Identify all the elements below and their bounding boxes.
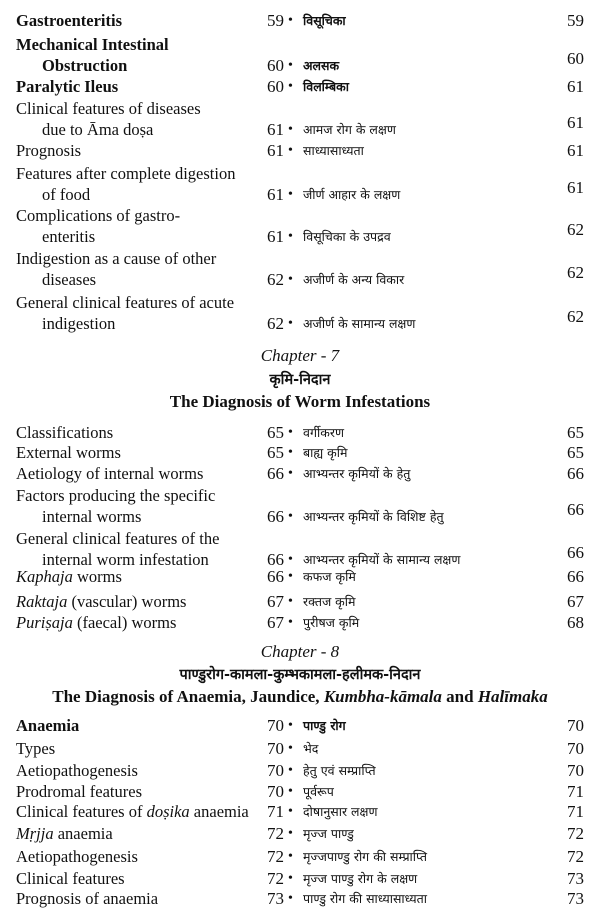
bullet-icon: • xyxy=(288,316,293,331)
bullet-icon: • xyxy=(288,804,293,819)
entry-title xyxy=(16,868,125,889)
hindi-page-number: 68 xyxy=(567,613,584,632)
entry-title-line: Prognosis xyxy=(16,141,82,160)
entry-title-line: Aetiology of internal worms xyxy=(16,464,204,483)
chapter-hindi-title: कृमि-निदान xyxy=(269,372,331,388)
bullet-icon: • xyxy=(288,784,293,799)
english-page-number: 72 xyxy=(267,847,284,866)
hindi-title: वर्गीकरण xyxy=(303,425,344,440)
hindi-title: हेतु एवं सम्प्राप्ति xyxy=(303,763,376,778)
entry-title-line: Classifications xyxy=(16,423,114,442)
entry-title-text: (faecal) worms xyxy=(72,613,177,632)
entry-title-line: Aetiopathogenesis xyxy=(16,847,138,866)
english-page-number: 60 xyxy=(267,56,284,75)
entry-title-line: Types xyxy=(16,739,56,758)
entry-title xyxy=(16,781,142,802)
entry-title-italic: Kaphaja xyxy=(16,567,73,586)
english-page-number: 70 xyxy=(267,716,284,735)
english-page-number: 66 xyxy=(267,507,284,526)
chapter-english-title-part: The Diagnosis of Anaemia, Jaundice, xyxy=(52,687,324,706)
hindi-title: अलसक xyxy=(303,58,340,73)
entry-title-text: (vascular) worms xyxy=(67,592,187,611)
hindi-page-number: 59 xyxy=(567,11,584,30)
entry-title xyxy=(16,528,219,570)
hindi-page-number: 66 xyxy=(567,464,584,483)
bullet-icon: • xyxy=(288,849,293,864)
english-page-number: 65 xyxy=(267,443,284,462)
english-page-number: 59 xyxy=(267,11,284,30)
hindi-page-number: 73 xyxy=(567,869,584,888)
hindi-page-number: 71 xyxy=(567,802,584,821)
hindi-page-number: 62 xyxy=(567,220,584,239)
entry-title xyxy=(16,823,113,844)
hindi-title: अजीर्ण के अन्य विकार xyxy=(303,272,405,287)
entry-title xyxy=(16,248,216,290)
hindi-page-number: 73 xyxy=(567,889,584,908)
entry-title xyxy=(16,205,180,247)
entry-title-text: Clinical features of xyxy=(16,802,147,821)
entry-title-continuation: indigestion xyxy=(42,314,116,333)
entry-title xyxy=(16,442,121,463)
english-page-number: 70 xyxy=(267,739,284,758)
entry-title xyxy=(16,738,55,759)
english-page-number: 61 xyxy=(267,227,284,246)
hindi-title: आमज रोग के लक्षण xyxy=(303,122,396,137)
entry-title xyxy=(16,801,249,822)
bullet-icon: • xyxy=(288,122,293,137)
hindi-page-number: 67 xyxy=(567,592,584,611)
hindi-page-number: 66 xyxy=(567,567,584,586)
english-page-number: 67 xyxy=(267,613,284,632)
english-page-number: 73 xyxy=(267,889,284,908)
bullet-icon: • xyxy=(288,552,293,567)
hindi-title: कफज कृमि xyxy=(303,569,356,584)
bullet-icon: • xyxy=(288,58,293,73)
hindi-page-number: 71 xyxy=(567,782,584,801)
hindi-page-number: 66 xyxy=(567,500,584,519)
entry-title-continuation: enteritis xyxy=(42,227,96,246)
bullet-icon: • xyxy=(288,718,293,733)
hindi-page-number: 72 xyxy=(567,824,584,843)
entry-title-line: Prognosis of anaemia xyxy=(16,889,159,908)
hindi-title: आभ्यन्तर कृमियों के हेतु xyxy=(303,466,411,481)
hindi-title: पुरीषज कृमि xyxy=(303,615,360,630)
entry-title-italic: Puriṣaja xyxy=(16,613,73,632)
english-page-number: 65 xyxy=(267,423,284,442)
hindi-title: मृज्ज पाण्डु रोग के लक्षण xyxy=(303,871,418,886)
entry-title xyxy=(16,715,79,736)
entry-title-line: Anaemia xyxy=(16,716,80,735)
english-page-number: 67 xyxy=(267,592,284,611)
hindi-page-number: 70 xyxy=(567,716,584,735)
entry-title xyxy=(16,566,122,587)
bullet-icon: • xyxy=(288,13,293,28)
bullet-icon: • xyxy=(288,466,293,481)
entry-title-continuation: due to Āma doṣa xyxy=(42,120,154,139)
bullet-icon: • xyxy=(288,569,293,584)
hindi-title: साध्यासाध्यता xyxy=(303,143,364,158)
entry-title-line: Clinical features of diseases xyxy=(16,99,201,118)
hindi-title: पूर्वरूप xyxy=(303,784,334,799)
hindi-title: आभ्यन्तर कृमियों के विशिष्ट हेतु xyxy=(303,509,444,524)
bullet-icon: • xyxy=(288,741,293,756)
english-page-number: 66 xyxy=(267,464,284,483)
entry-title-line: Prodromal features xyxy=(16,782,142,801)
bullet-icon: • xyxy=(288,891,293,906)
english-page-number: 60 xyxy=(267,77,284,96)
entry-title xyxy=(16,140,81,161)
hindi-title: अजीर्ण के सामान्य लक्षण xyxy=(303,316,416,331)
entry-title-line: General clinical features of acute xyxy=(16,293,235,312)
english-page-number: 66 xyxy=(267,550,284,569)
entry-title-italic: Raktaja xyxy=(16,592,68,611)
english-page-number: 61 xyxy=(267,120,284,139)
hindi-page-number: 70 xyxy=(567,739,584,758)
hindi-title: रक्तज कृमि xyxy=(303,594,356,609)
hindi-title: मृज्जपाण्डु रोग की सम्प्राप्ति xyxy=(303,849,428,864)
hindi-page-number: 65 xyxy=(567,423,584,442)
bullet-icon: • xyxy=(288,594,293,609)
bullet-icon: • xyxy=(288,229,293,244)
entry-title-line: Gastroenteritis xyxy=(16,11,123,30)
bullet-icon: • xyxy=(288,509,293,524)
english-page-number: 72 xyxy=(267,824,284,843)
entry-title-line: Indigestion as a cause of other xyxy=(16,249,217,268)
hindi-title: विसूचिका के उपद्रव xyxy=(303,229,391,244)
chapter-english-title xyxy=(0,687,600,707)
entry-title-line: Aetiopathogenesis xyxy=(16,761,138,780)
entry-title xyxy=(16,34,169,76)
bullet-icon: • xyxy=(288,826,293,841)
hindi-page-number: 62 xyxy=(567,307,584,326)
entry-title xyxy=(16,463,203,484)
entry-title-line: Complications of gastro- xyxy=(16,206,181,225)
entry-title xyxy=(16,292,234,334)
english-page-number: 66 xyxy=(267,567,284,586)
chapter-hindi-title: पाण्डुरोग-कामला-कुम्भकामला-हलीमक-निदान xyxy=(179,667,421,683)
chapter-english-title-part: Kumbha-kāmala xyxy=(323,687,442,706)
hindi-title: आभ्यन्तर कृमियों के सामान्य लक्षण xyxy=(303,552,461,567)
entry-title-text: worms xyxy=(72,567,122,586)
english-page-number: 62 xyxy=(267,270,284,289)
hindi-page-number: 70 xyxy=(567,761,584,780)
hindi-page-number: 61 xyxy=(567,141,584,160)
entry-title-line: Mechanical Intestinal xyxy=(16,35,169,54)
hindi-title: विसूचिका xyxy=(303,13,346,28)
english-page-number: 72 xyxy=(267,869,284,888)
hindi-title: पाण्डु रोग की साध्यासाध्यता xyxy=(303,891,427,906)
chapter-english-title-part: and xyxy=(441,687,478,706)
bullet-icon: • xyxy=(288,763,293,778)
entry-title-line: Paralytic Ileus xyxy=(16,77,119,96)
bullet-icon: • xyxy=(288,187,293,202)
entry-title xyxy=(16,888,158,909)
entry-title xyxy=(16,591,186,612)
english-page-number: 70 xyxy=(267,782,284,801)
bullet-icon: • xyxy=(288,272,293,287)
entry-title xyxy=(16,760,138,781)
hindi-page-number: 61 xyxy=(567,113,584,132)
hindi-page-number: 65 xyxy=(567,443,584,462)
hindi-page-number: 60 xyxy=(567,49,584,68)
english-page-number: 61 xyxy=(267,185,284,204)
hindi-page-number: 61 xyxy=(567,178,584,197)
hindi-title: भेद xyxy=(303,741,319,756)
english-page-number: 71 xyxy=(267,802,284,821)
entry-title xyxy=(16,612,176,633)
entry-title-text: anaemia xyxy=(53,824,113,843)
entry-title-line: Clinical features xyxy=(16,869,125,888)
bullet-icon: • xyxy=(288,143,293,158)
hindi-page-number: 62 xyxy=(567,263,584,282)
bullet-icon: • xyxy=(288,445,293,460)
hindi-title: विलम्बिका xyxy=(303,79,349,94)
hindi-page-number: 61 xyxy=(567,77,584,96)
entry-title-italic: Mṛjja xyxy=(16,824,54,843)
entry-title xyxy=(16,422,113,443)
entry-title xyxy=(16,846,138,867)
entry-title-line: General clinical features of the xyxy=(16,529,220,548)
entry-title-line: Factors producing the specific xyxy=(16,486,216,505)
hindi-title: दोषानुसार लक्षण xyxy=(303,804,378,819)
hindi-title: मृज्ज पाण्डु xyxy=(303,826,354,841)
entry-title xyxy=(16,98,201,140)
entry-title-line: Features after complete digestion xyxy=(16,164,236,183)
entry-title-continuation: internal worms xyxy=(42,507,142,526)
entry-title xyxy=(16,485,215,527)
hindi-title: बाह्य कृमि xyxy=(303,445,348,460)
entry-title-line: External worms xyxy=(16,443,121,462)
entry-title-continuation: of food xyxy=(42,185,91,204)
chapter-label: Chapter - 7 xyxy=(260,346,340,365)
entry-title-text: anaemia xyxy=(189,802,249,821)
entry-title xyxy=(16,163,235,205)
entry-title-continuation: diseases xyxy=(42,270,97,289)
english-page-number: 61 xyxy=(267,141,284,160)
hindi-page-number: 72 xyxy=(567,847,584,866)
hindi-page-number: 66 xyxy=(567,543,584,562)
bullet-icon: • xyxy=(288,79,293,94)
entry-title xyxy=(16,10,122,31)
chapter-english-title-part: Halīmaka xyxy=(477,687,548,706)
english-page-number: 62 xyxy=(267,314,284,333)
hindi-title: जीर्ण आहार के लक्षण xyxy=(303,187,401,202)
entry-title-continuation: Obstruction xyxy=(42,56,128,75)
bullet-icon: • xyxy=(288,615,293,630)
chapter-english-title: The Diagnosis of Worm Infestations xyxy=(169,392,431,411)
chapter-label: Chapter - 8 xyxy=(260,642,340,661)
entry-title-italic: doṣika xyxy=(146,802,190,821)
entry-title xyxy=(16,76,118,97)
bullet-icon: • xyxy=(288,871,293,886)
entry-title-continuation: internal worm infestation xyxy=(42,550,209,569)
bullet-icon: • xyxy=(288,425,293,440)
english-page-number: 70 xyxy=(267,761,284,780)
hindi-title: पाण्डु रोग xyxy=(303,718,346,733)
